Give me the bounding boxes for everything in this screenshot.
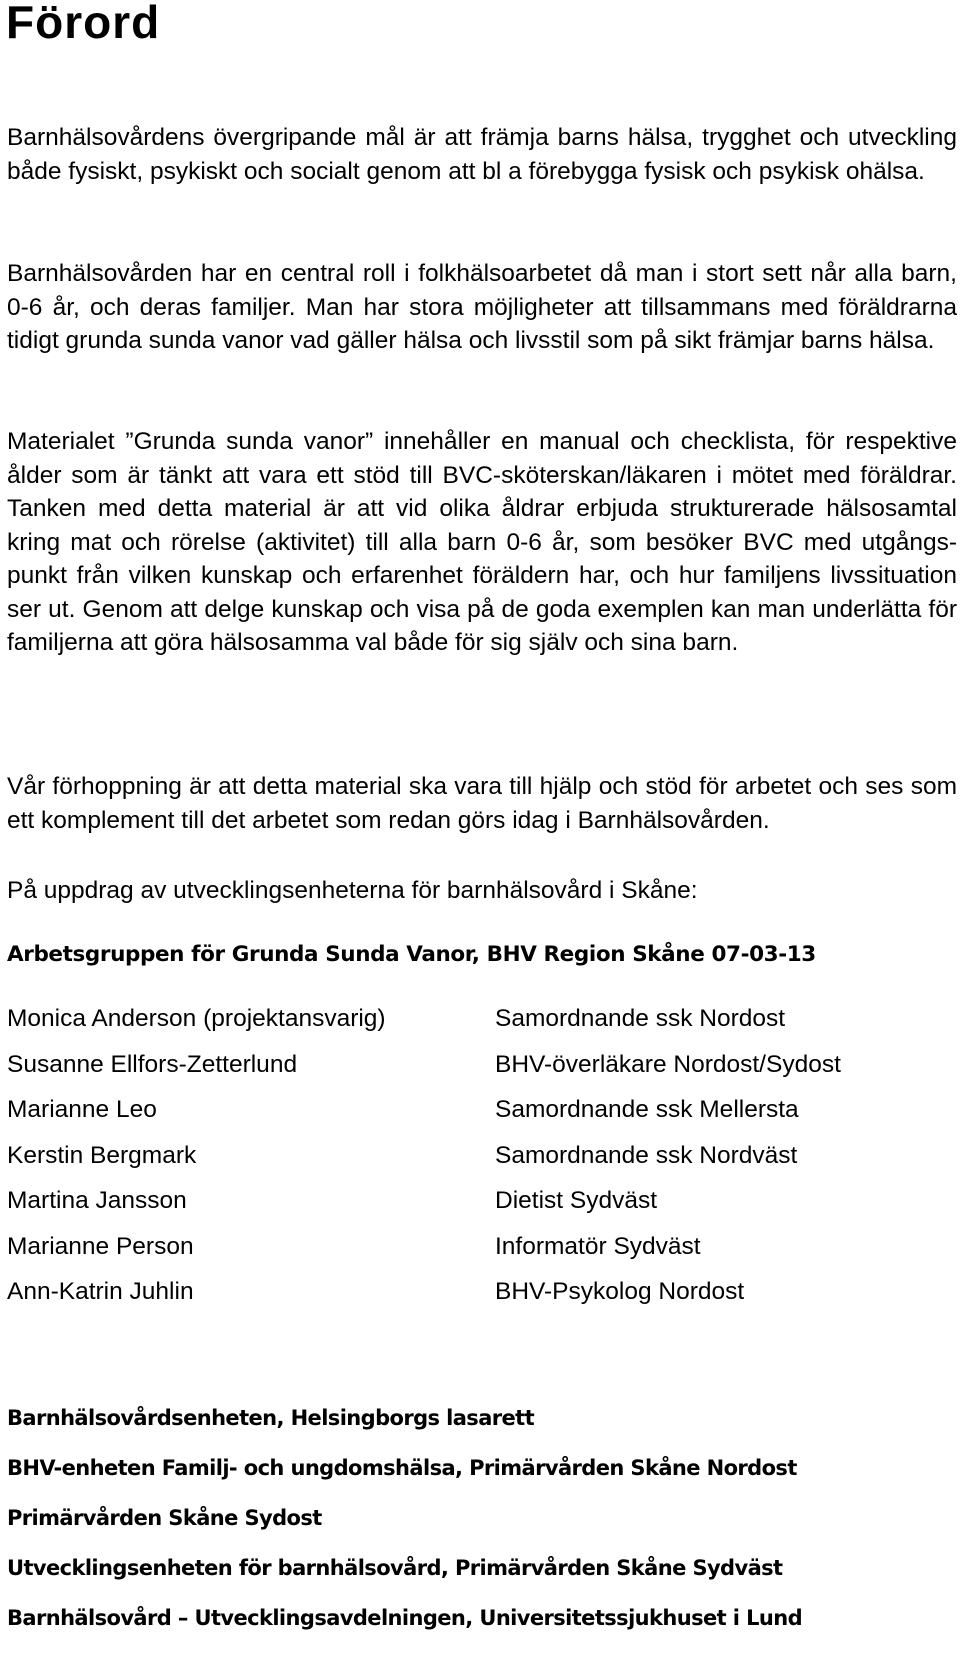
member-role: Samordnande ssk Nordväst (495, 1141, 798, 1169)
member-row (7, 1275, 957, 1321)
member-role: BHV-Psykolog Nordost (495, 1278, 745, 1305)
unit-lund: Barnhälsovård – Utvecklingsavdelningen, Universitetssjukhuset i Lund (7, 1606, 802, 1630)
member-role: BHV-överläkare Nordost/Sydost (495, 1050, 841, 1078)
unit-helsingborg: Barnhälsovårdsenheten, Helsingborgs lasarett (7, 1406, 535, 1430)
unit-sydost: Primärvården Skåne Sydost (7, 1506, 322, 1530)
paragraph-hope: Vår förhoppning är att detta material ska vara till hjälp och stöd för arbetet och ses som ett komplement till det arbetet som redan görs idag i Barnhälsovården. (7, 773, 957, 834)
workgroup-heading: Arbetsgruppen för Grunda Sunda Vanor, BHV Region Skåne 07-03-13 (7, 942, 816, 967)
paragraph-commission: På uppdrag av utvecklingsenheterna för barnhälsovård i Skåne: (7, 877, 698, 904)
member-role: Samordnande ssk Mellersta (495, 1096, 799, 1123)
member-role: Samordnande ssk Nordost (495, 1005, 786, 1032)
member-name: Susanne Ellfors-Zetterlund (7, 1050, 298, 1078)
paragraph-material: Materialet ”Grunda sunda vanor” innehåller en manual och checklista, för respektive ålder som är tänkt att vara ett stöd till BVC-sköterskan/läkaren i mötet med föräldrar. Tanken med detta material är att vid olika åldrar erbjuda strukturerade hälsosamtal kring mat och rörelse (aktivitet) till alla barn 0-6 år, som besöker BVC med utgångs-punkt från vilken kunskap och erfarenhet föräldern har, och hur familjens livssituation ser ut. Genom att delge kunskap och visa på de goda exemplen kan man underlätta för familjerna att göra hälsosamma val både för sig själv och sina barn. (7, 428, 957, 656)
member-name: Martina Jansson (7, 1187, 187, 1214)
member-name: Marianne Person (7, 1232, 194, 1260)
member-role: Dietist Sydväst (495, 1187, 658, 1214)
member-row (7, 1184, 957, 1230)
unit-sydvast: Utvecklingsenheten för barnhälsovård, Primärvården Skåne Sydväst (7, 1556, 783, 1580)
paragraph-central-role: Barnhälsovården har en central roll i folkhälsoarbetet då man i stort sett når alla barn, 0-6 år, och deras familjer. Man har stora möjligheter att tillsammans med föräldrarna tidigt grunda sunda vanor vad gäller hälsa och livsstil som på sikt främjar barns hälsa. (7, 260, 957, 354)
member-name: Ann-Katrin Juhlin (7, 1278, 194, 1305)
member-row (7, 1048, 957, 1094)
paragraph-goals: Barnhälsovårdens övergripande mål är att främja barns hälsa, trygghet och utveckling både fysiskt, psykiskt och socialt genom att bl a förebygga fysisk och psykisk ohälsa. (7, 124, 957, 185)
member-row (7, 1002, 957, 1048)
member-row (7, 1230, 957, 1276)
page-title: Förord (6, 0, 161, 48)
member-role: Informatör Sydväst (495, 1232, 701, 1260)
member-row (7, 1139, 957, 1185)
member-row (7, 1093, 957, 1139)
member-name: Marianne Leo (7, 1096, 157, 1123)
member-list (7, 1002, 957, 1321)
unit-list (7, 1403, 957, 1653)
unit-nordost: BHV-enheten Familj- och ungdomshälsa, Primärvården Skåne Nordost (7, 1456, 797, 1480)
member-name: Kerstin Bergmark (7, 1141, 197, 1169)
member-name: Monica Anderson (projektansvarig) (7, 1005, 386, 1032)
